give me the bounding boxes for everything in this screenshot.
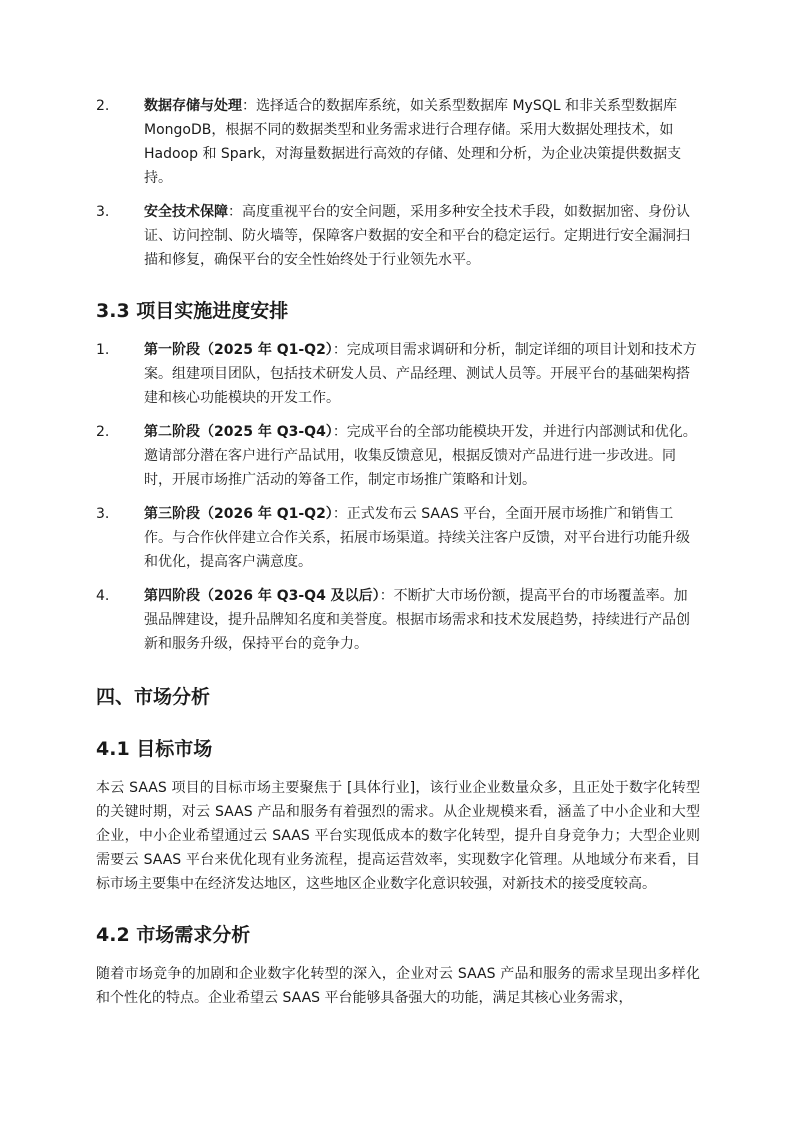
list-item-label: 第二阶段（2025 年 Q3-Q4） bbox=[144, 424, 333, 440]
list-number: 3. bbox=[96, 506, 110, 522]
list-number: 4. bbox=[96, 588, 110, 604]
list-item bbox=[96, 420, 700, 492]
list-number: 2. bbox=[96, 424, 110, 440]
list-number: 2. bbox=[96, 98, 110, 114]
list-item-text: ：正式发布云 SAAS 平台，全面开展市场推广和销售工作。与合作伙伴建立合作关系，拓展市场渠道。持续关注客户反馈，对平台进行功能升级和优化，提高客户满意度。 bbox=[144, 506, 690, 570]
list-item-label: 安全技术保障 bbox=[144, 204, 228, 220]
list-item bbox=[96, 94, 700, 190]
list-item-text: ：完成项目需求调研和分析，制定详细的项目计划和技术方案。组建项目团队，包括技术研发人员、产品经理、测试人员等。开展平台的基础架构搭建和核心功能模块的开发工作。 bbox=[144, 342, 697, 406]
section-heading-4-2: 4.2 市场需求分析 bbox=[96, 924, 251, 946]
list-item bbox=[96, 584, 700, 656]
list-item-text: ：高度重视平台的安全问题，采用多种安全技术手段，如数据加密、身份认证、访问控制、防火墙等，保障客户数据的安全和平台的稳定运行。定期进行安全漏洞扫描和修复，确保平台的安全性始终处于行业领先水平。 bbox=[144, 204, 690, 268]
section-4-1-body: 本云 SAAS 项目的目标市场主要聚焦于 [具体行业]，该行业企业数量众多，且正处于数字化转型的关键时期，对云 SAAS 产品和服务有着强烈的需求。从企业规模来看，涵盖了中小企业和大型企业，中小企业希望通过云 SAAS 平台实现低成本的数字化转型，提升自身竞争力；大型企业则需要云 SAAS 平台来优化现有业务流程，提高运营效率，实现数字化管理。从地域分布来看，目标市场主要集中在经济发达地区，这些地区企业数字化意识较强，对新技术的接受度较高。 bbox=[96, 780, 700, 892]
chapter-heading-4: 四、市场分析 bbox=[96, 686, 211, 708]
list-item bbox=[96, 502, 700, 574]
document-page bbox=[96, 94, 700, 1020]
section-heading-3-3: 3.3 项目实施进度安排 bbox=[96, 300, 289, 322]
list-item-text: ：完成平台的全部功能模块开发，并进行内部测试和优化。邀请部分潜在客户进行产品试用，收集反馈意见，根据反馈对产品进行进一步改进。同时，开展市场推广活动的筹备工作，制定市场推广策略和计划。 bbox=[144, 424, 697, 488]
list-item-label: 第四阶段（2026 年 Q3-Q4 及以后） bbox=[144, 588, 380, 604]
list-item bbox=[96, 200, 700, 272]
list-item-label: 第三阶段（2026 年 Q1-Q2） bbox=[144, 506, 333, 522]
list-number: 1. bbox=[96, 342, 110, 358]
list-item-text: ：选择适合的数据库系统，如关系型数据库 MySQL 和非关系型数据库 MongoDB，根据不同的数据类型和业务需求进行合理存储。采用大数据处理技术，如 Hadoop 和 Spark，对海量数据进行高效的存储、处理和分析，为企业决策提供数据支持。 bbox=[144, 98, 682, 186]
list-item bbox=[96, 338, 700, 410]
section-heading-4-1: 4.1 目标市场 bbox=[96, 738, 213, 760]
list-item-label: 第一阶段（2025 年 Q1-Q2） bbox=[144, 342, 333, 358]
list-item-label: 数据存储与处理 bbox=[144, 98, 242, 114]
section-4-2-body: 随着市场竞争的加剧和企业数字化转型的深入，企业对云 SAAS 产品和服务的需求呈现出多样化和个性化的特点。企业希望云 SAAS 平台能够具备强大的功能，满足其核心业务需求， bbox=[96, 966, 700, 1006]
list-item-text: ：不断扩大市场份额，提高平台的市场覆盖率。加强品牌建设，提升品牌知名度和美誉度。根据市场需求和技术发展趋势，持续进行产品创新和服务升级，保持平台的竞争力。 bbox=[144, 588, 690, 652]
list-number: 3. bbox=[96, 204, 110, 220]
